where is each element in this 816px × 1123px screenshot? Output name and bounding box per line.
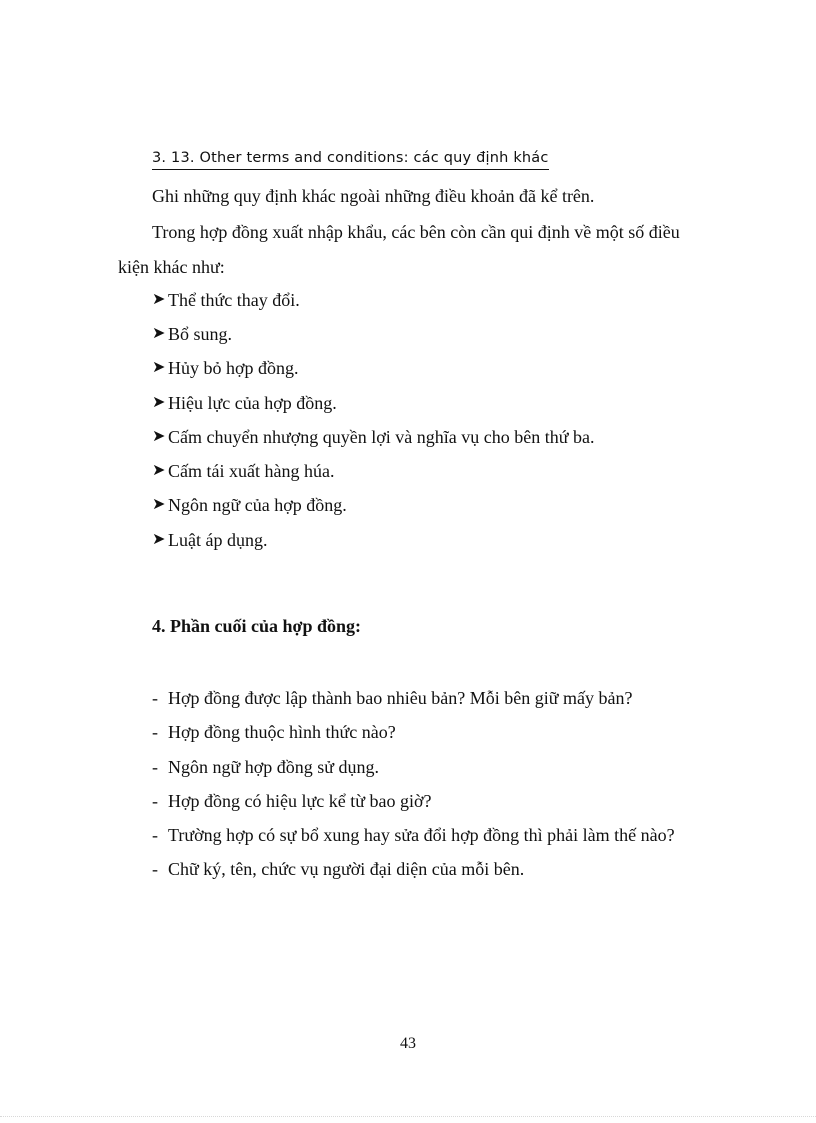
list-item [152,857,524,881]
list-item [152,459,334,483]
list-item-text: Hiệu lực của hợp đồng. [168,393,337,413]
list-item [152,720,396,744]
list-item [152,356,299,380]
list-item-text: Hợp đồng có hiệu lực kể từ bao giờ? [168,791,432,811]
list-item-text: Bổ sung. [168,324,233,344]
list-item-text: Hợp đồng thuộc hình thức nào? [168,722,396,742]
list-item [152,789,432,813]
arrowhead-bullet-icon: ➤ [152,359,166,376]
list-item-text: Chữ ký, tên, chức vụ người đại diện của mỗi bên. [168,859,525,879]
paragraph-line-1: Trong hợp đồng xuất nhập khẩu, các bên còn cần qui định về một số điều [152,222,680,242]
arrowhead-bullet-icon: ➤ [152,531,166,548]
list-item-text: Hợp đồng được lập thành bao nhiêu bản? Mỗi bên giữ mấy bản? [168,688,633,708]
arrowhead-bullet-icon: ➤ [152,325,166,342]
list-item [152,322,232,346]
arrowhead-bullet-icon: ➤ [152,394,166,411]
list-item-text: Cấm tái xuất hàng húa. [168,461,335,481]
list-item-text: Trường hợp có sự bổ xung hay sửa đổi hợp đồng thì phải làm thế nào? [168,825,675,845]
arrowhead-bullet-icon: ➤ [152,496,166,513]
list-item [152,528,267,552]
list-item [152,425,594,449]
list-item-text: Thể thức thay đổi. [168,290,300,310]
list-item-text: Luật áp dụng. [168,530,268,550]
dash-bullet: - [152,859,158,879]
page-bottom-divider [0,1116,816,1117]
intro-paragraph: Ghi những quy định khác ngoài những điều khoản đã kể trên. [152,186,595,206]
list-item [152,823,675,847]
paragraph-line-2: kiện khác như: [118,257,225,277]
page-number: 43 [400,1035,416,1052]
dash-bullet: - [152,722,158,742]
list-item [152,686,632,710]
list-item [152,755,379,779]
section-heading: 3. 13. Other terms and conditions: các quy định khác [152,148,549,170]
dash-bullet: - [152,688,158,708]
dash-bullet: - [152,757,158,777]
list-item [152,391,337,415]
list-item-text: Cấm chuyển nhượng quyền lợi và nghĩa vụ cho bên thứ ba. [168,427,595,447]
list-item [152,288,300,312]
list-item-text: Ngôn ngữ hợp đồng sử dụng. [168,757,380,777]
arrowhead-bullet-icon: ➤ [152,428,166,445]
list-item [152,493,347,517]
arrowhead-bullet-icon: ➤ [152,462,166,479]
arrowhead-bullet-icon: ➤ [152,291,166,308]
dash-bullet: - [152,825,158,845]
part-4-heading: 4. Phần cuối của hợp đồng: [152,616,362,636]
list-item-text: Hủy bỏ hợp đồng. [168,358,299,378]
list-item-text: Ngôn ngữ của hợp đồng. [168,495,347,515]
dash-bullet: - [152,791,158,811]
